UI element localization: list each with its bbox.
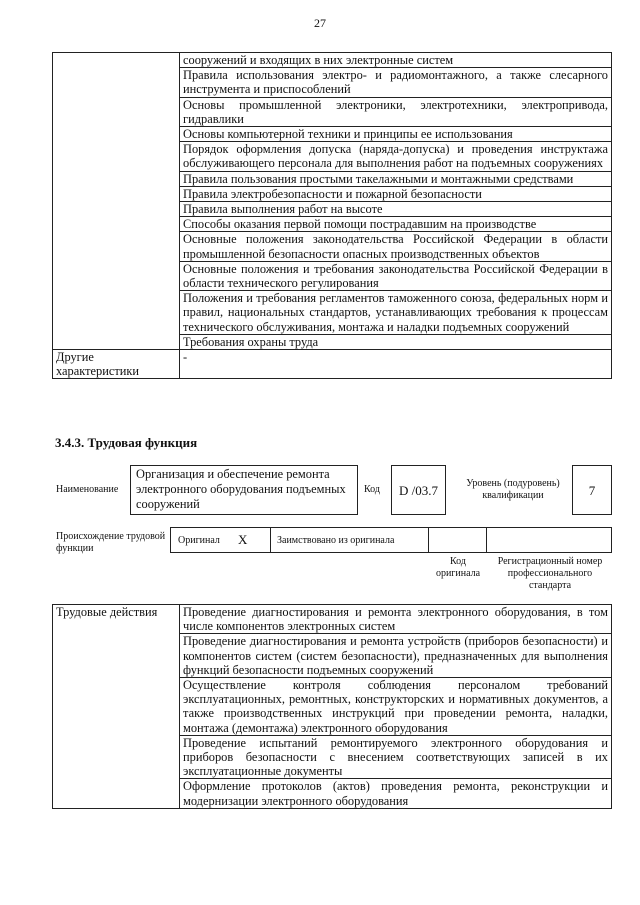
- list-item: Правила электробезопасности и пожарной безопасности: [180, 186, 612, 201]
- level-value-box: 7: [572, 465, 612, 515]
- list-item: Проведение диагностирования и ремонта устройств (приборов безопасности) и компонентов систем (систем безопасности), предназначенных для выполнения функций безопасности подъемных сооружений: [180, 634, 612, 678]
- list-item: Проведение диагностирования и ремонта электронного оборудования, в том числе компонентов электронных систем: [180, 605, 612, 634]
- other-characteristics-label: Другие характеристики: [53, 350, 180, 379]
- level-label: Уровень (подуровень) квалификации: [466, 478, 560, 501]
- list-item: Правила пользования простыми такелажными и монтажными средствами: [180, 171, 612, 186]
- table-row: [53, 53, 612, 68]
- list-item: сооружений и входящих в них электронные систем: [180, 53, 612, 68]
- other-characteristics-value: -: [180, 350, 612, 379]
- origin-label: Происхождение трудовой функции: [56, 531, 166, 554]
- labor-actions-table: [52, 604, 612, 809]
- list-item: Основы промышленной электроники, электротехники, электропривода, гидравлики: [180, 97, 612, 126]
- list-item: Проведение испытаний ремонтируемого электронного оборудования и приборов безопасности с внесением соответствующих записей в их эксплуатационные документы: [180, 735, 612, 779]
- borrowed-label: Заимствовано из оригинала: [277, 535, 395, 546]
- original-label: Оригинал: [178, 535, 220, 546]
- divider: [428, 527, 429, 553]
- list-item: Способы оказания первой помощи пострадавшим на производстве: [180, 217, 612, 232]
- original-mark: X: [238, 532, 248, 547]
- list-item: Порядок оформления допуска (наряда-допуска) и проведения инструктажа обслуживающего персонала для выполнения работ на подъемных сооружениях: [180, 142, 612, 171]
- page-number: 27: [314, 16, 326, 30]
- labor-actions-label: Трудовые действия: [53, 605, 180, 809]
- list-item: Правила использования электро- и радиомонтажного, а также слесарного инструмента и приспособлений: [180, 68, 612, 97]
- divider: [270, 527, 271, 553]
- list-item: Правила выполнения работ на высоте: [180, 202, 612, 217]
- code-label: Код: [364, 484, 380, 495]
- list-item: Положения и требования регламентов таможенного союза, федеральных норм и правил, национальных стандартов, устанавливающих требования к процессам технического обслуживания, монтажа и наладки подъемных сооружений: [180, 291, 612, 335]
- requirements-table: [52, 52, 612, 379]
- code-value-box: D /03.7: [391, 465, 446, 515]
- list-item: Основные положения и требования законодательства Российской Федерации в области технического регулирования: [180, 261, 612, 290]
- reg-number-caption: Регистрационный номер профессионального стандарта: [497, 556, 603, 591]
- list-item: Требования охраны труда: [180, 334, 612, 349]
- function-name-box: Организация и обеспечение ремонта электронного оборудования подъемных сооружений: [130, 465, 358, 515]
- list-item: Осуществление контроля соблюдения персоналом требований эксплуатационных, ремонтных, конструкторских и нормативных документов, а также производственных инструкций при проведении ремонта, наладки, монтажа (демонтажа) электронного оборудования: [180, 678, 612, 736]
- table-cell-empty: [53, 53, 180, 350]
- list-item: Основы компьютерной техники и принципы ее использования: [180, 127, 612, 142]
- name-label: Наименование: [56, 484, 119, 495]
- divider: [486, 527, 487, 553]
- list-item: Основные положения законодательства Российской Федерации в области промышленной безопасности опасных производственных объектов: [180, 232, 612, 261]
- table-row: [53, 350, 612, 379]
- list-item: Оформление протоколов (актов) проведения ремонта, реконструкции и модернизации электронного оборудования: [180, 779, 612, 808]
- section-title: 3.4.3. Трудовая функция: [55, 435, 198, 450]
- table-row: [53, 605, 612, 634]
- code-caption: Код оригинала: [435, 556, 481, 579]
